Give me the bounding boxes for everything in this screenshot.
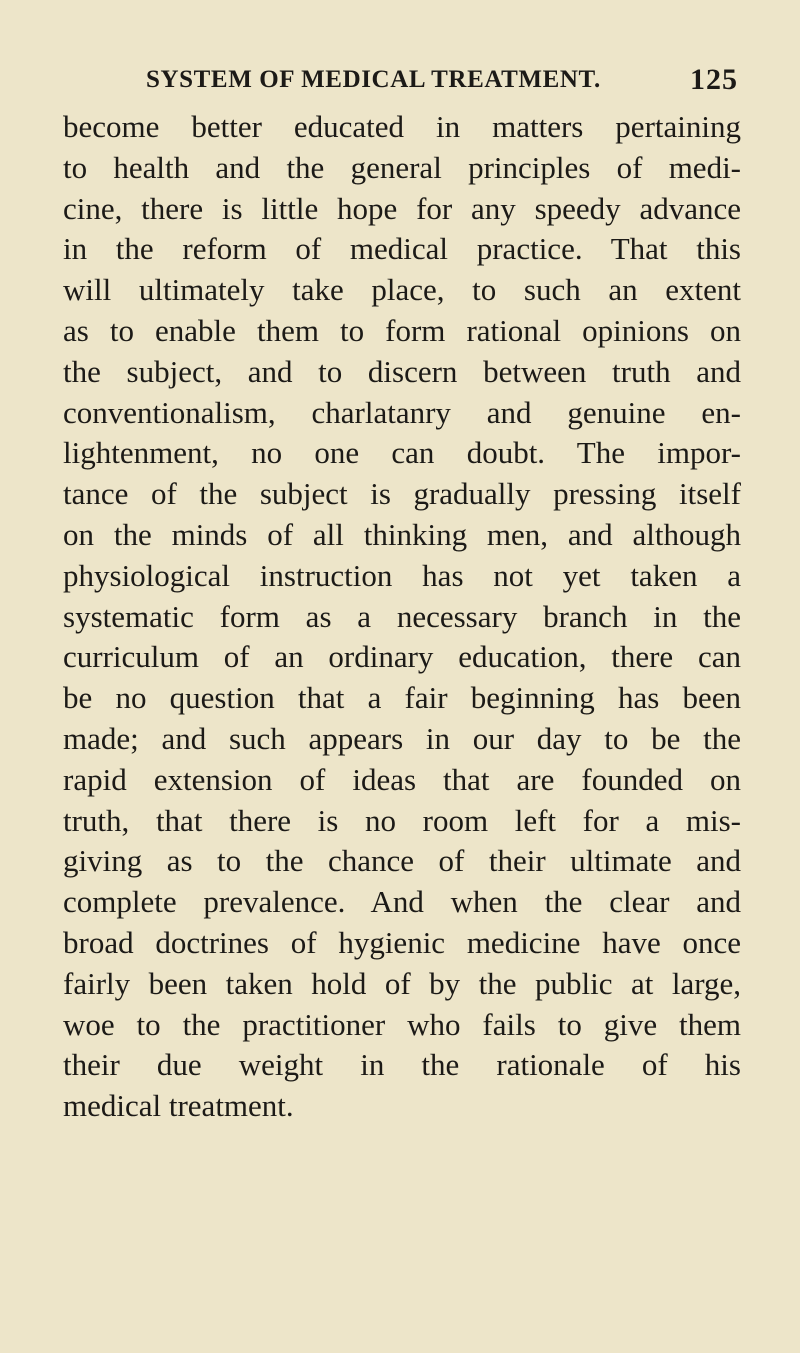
text-line: truth, that there is no room left for a mis- — [63, 802, 741, 838]
text-line: on the minds of all thinking men, and although — [63, 516, 741, 552]
text-line: lightenment, no one can doubt. The impor- — [63, 435, 741, 471]
running-head — [128, 63, 738, 103]
text-line: to health and the general principles of medi- — [63, 149, 741, 185]
text-line: their due weight in the rationale of his — [63, 1047, 741, 1083]
text-line: fairly been taken hold of by the public at large, — [63, 965, 741, 1001]
text-line: complete prevalence. And when the clear and — [63, 884, 741, 920]
text-line: curriculum of an ordinary education, there can — [63, 639, 741, 675]
text-line: be no question that a fair beginning has been — [63, 680, 741, 716]
text-line: the subject, and to discern between truth and — [63, 353, 741, 389]
text-line: woe to the practitioner who fails to give them — [63, 1006, 741, 1042]
text-line: become better educated in matters pertaining — [63, 109, 741, 144]
text-line: cine, there is little hope for any speedy advance — [63, 190, 741, 226]
text-line: tance of the subject is gradually pressing itself — [63, 476, 741, 512]
text-line: medical treatment. — [63, 1088, 294, 1124]
text-line: as to enable them to form rational opinions on — [63, 312, 741, 348]
text-line: broad doctrines of hygienic medicine have once — [63, 924, 741, 960]
text-line: conventionalism, charlatanry and genuine en- — [63, 394, 741, 430]
text-line: made; and such appears in our day to be the — [63, 720, 741, 756]
body-text — [63, 107, 741, 1127]
text-line: systematic form as a necessary branch in the — [63, 598, 741, 634]
text-line: giving as to the chance of their ultimate and — [63, 843, 741, 879]
text-line: physiological instruction has not yet taken a — [63, 557, 741, 593]
text-line: in the reform of medical practice. That this — [63, 231, 741, 267]
running-title: SYSTEM OF MEDICAL TREATMENT. — [146, 66, 601, 93]
text-line: rapid extension of ideas that are founded on — [63, 761, 741, 797]
page-number: 125 — [690, 63, 738, 96]
text-line: will ultimately take place, to such an extent — [63, 272, 741, 308]
